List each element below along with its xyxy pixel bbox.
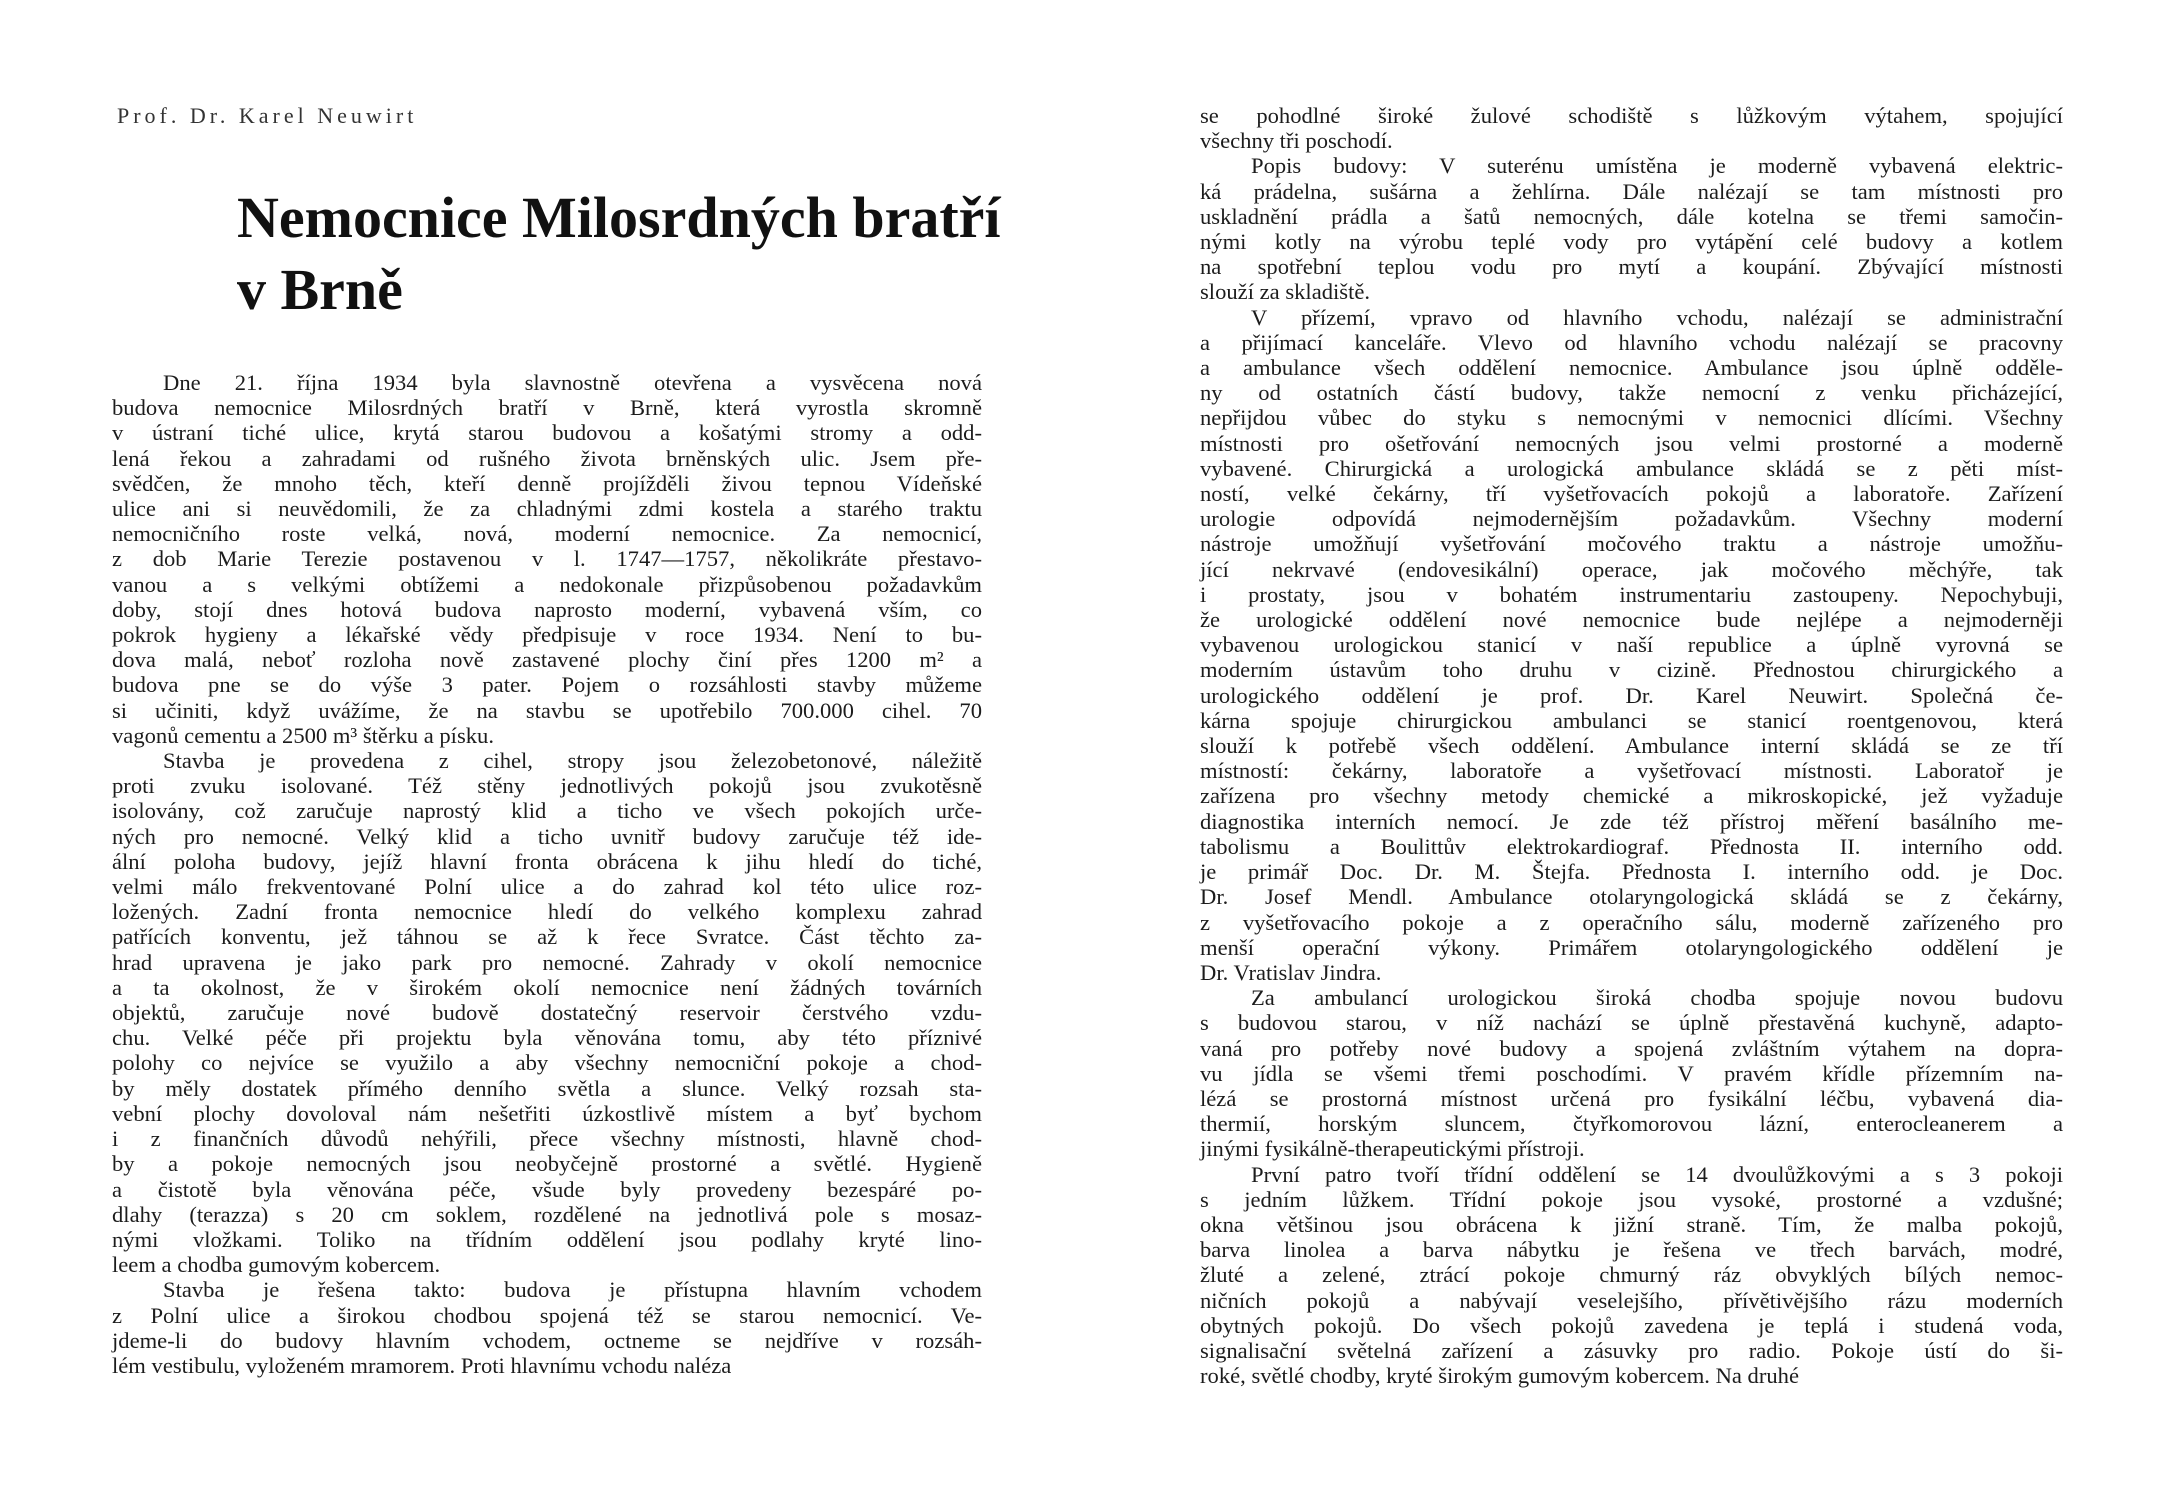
text-line: proti zvuku isolované. Též stěny jednotlivých pokojů jsou zvukotěsně: [112, 773, 982, 799]
text-line: nemocničního roste velká, nová, moderní nemocnice. Za nemocnicí,: [112, 521, 982, 547]
text-line: dlahy (terazza) s 20 cm soklem, rozdělené na jednotlivá pole s mosaz-: [112, 1201, 982, 1227]
text-line: nými vložkami. Toliko na třídním oddělení jsou podlahy kryté lino-: [112, 1226, 982, 1252]
text-line: vanou a s velkými obtížemi a nedokonale přizpůsobenou požadavkům: [112, 571, 982, 597]
text-line: Stavba je provedena z cihel, stropy jsou železobetonové, náležitě: [163, 748, 982, 774]
text-line: ložených. Zadní fronta nemocnice hledí do velkého komplexu zahrad: [112, 899, 982, 925]
text-line: patřících konventu, jež táhnou se až k řece Svratce. Část těchto za-: [112, 924, 982, 950]
text-line: ničních pokojů a nabývají veselejšího, přívětivějšího rázu moderních: [1200, 1287, 2063, 1313]
text-line: moderním ústavům toho druhu v cizině. Přednostou chirurgického a: [1200, 657, 2063, 683]
text-line: ny od ostatních částí budovy, takže nemocní z venku přicházející,: [1200, 380, 2063, 406]
text-line: hrad upravena je jako park pro nemocné. Zahrady v okolí nemocnice: [112, 949, 982, 975]
text-line: ká prádelna, sušárna a žehlírna. Dále nalézají se tam místnosti pro: [1200, 178, 2063, 204]
text-line: nými kotly na výrobu teplé vody pro vytápění celé budovy a kotlem: [1200, 229, 2063, 255]
text-line: i z finančních důvodů nehýřili, přece všechny místnosti, hlavně chod-: [112, 1126, 982, 1152]
text-line: a čistotě byla věnována péče, všude byly provedeny bezespáré po-: [112, 1176, 982, 1202]
text-line: Dr. Vratislav Jindra.: [1200, 959, 1382, 985]
text-line: a ambulance všech oddělení nemocnice. Ambulance jsou úplně odděle-: [1200, 355, 2063, 381]
text-line: že urologické oddělení nové nemocnice bude nejlépe a nejmoderněji: [1200, 607, 2063, 633]
text-line: se pohodlné široké žulové schodiště s lůžkovým výtahem, spojující: [1200, 103, 2063, 128]
text-line: polohy co nejvíce se využilo a aby všechny nemocniční pokoje a chod-: [112, 1050, 982, 1076]
text-line: Stavba je řešena takto: budova je přístupna hlavním vchodem: [163, 1277, 982, 1303]
text-line: okna většinou jsou obrácena k jižní straně. Tím, že malba pokojů,: [1200, 1211, 2063, 1237]
text-line: ální poloha budovy, jejíž hlavní fronta obrácena k jihu hledí do tiché,: [112, 848, 982, 874]
text-line: vaná pro potřeby nové budovy a spojená zvláštním výtahem na dopra-: [1200, 1035, 2063, 1061]
paragraph: [112, 370, 982, 748]
title-line: v Brně: [237, 257, 403, 322]
text-line: je primář Doc. Dr. M. Štejfa. Přednosta I. interního odd. je Doc.: [1200, 859, 2063, 885]
text-line: nepřijdou vůbec do styku s nemocnými v nemocnici dlícími. Všechny: [1200, 405, 2063, 431]
title-line: Nemocnice Milosrdných bratří: [237, 185, 1001, 250]
paragraph: [1200, 305, 2063, 985]
text-line: vagonů cementu a 2500 m³ štěrku a písku.: [112, 722, 494, 748]
text-line: urologie odpovídá nejmodernějším požadavkům. Všechny moderní: [1200, 506, 2063, 532]
text-line: signalisační světelná zařízení a zásuvky pro radio. Pokoje ústí do ši-: [1200, 1337, 2063, 1363]
text-line: lézá se prostorná místnost určená pro fysikální léčbu, vybavená dia-: [1200, 1085, 2063, 1111]
text-line: objektů, zaručuje nové budově dostatečný reservoir čerstvého vzdu-: [112, 1000, 982, 1026]
text-line: menší operační výkony. Primářem otolaryngologického oddělení je: [1200, 934, 2063, 960]
text-line: vybavenou urologickou stanicí v naší republice a úplně vyrovná se: [1200, 632, 2063, 658]
text-line: nástroje umožňují vyšetřování močového traktu a nástroje umožňu-: [1200, 531, 2063, 557]
text-line: ností, velké čekárny, tří vyšetřovacích pokojů a laboratoře. Zařízení: [1200, 481, 2063, 507]
right-body-text: [1200, 103, 2063, 1388]
text-line: pokrok hygieny a lékařské vědy předpisuje v roce 1934. Není to bu-: [112, 622, 982, 648]
text-line: by a pokoje nemocných jsou neobyčejně prostorné a světlé. Hygieně: [112, 1151, 982, 1177]
paragraph: [1200, 103, 2063, 153]
text-line: urologického oddělení je prof. Dr. Karel Neuwirt. Společná če-: [1200, 682, 2063, 708]
text-line: První patro tvoří třídní oddělení se 14 dvoulůžkovými a s 3 pokoji: [1251, 1161, 2063, 1187]
text-line: z Polní ulice a širokou chodbou spojená též se starou nemocnicí. Ve-: [112, 1302, 982, 1328]
text-line: na spotřební teplou vodu pro mytí a koupání. Zbývající místnosti: [1200, 254, 2063, 280]
text-line: doby, stojí dnes hotová budova naprosto moderní, vybavená vším, co: [112, 596, 982, 622]
text-line: místnosti pro ošetřování nemocných jsou velmi prostorné a moderně: [1200, 430, 2063, 456]
text-line: místností: čekárny, laboratoře a vyšetřovací místnosti. Laboratoř je: [1200, 758, 2063, 784]
text-line: thermií, horským sluncem, čtyřkomorovou lázní, enterocleanerem a: [1200, 1111, 2063, 1137]
text-line: Popis budovy: V suterénu umístěna je moderně vybavená elektric-: [1251, 153, 2063, 179]
text-line: lená řekou a zahradami od rušného života brněnských ulic. Jsem pře-: [112, 445, 982, 471]
text-line: ulice ani si neuvědomili, že za chladnými zdmi kostela a starého traktu: [112, 496, 982, 522]
text-line: uskladnění prádla a šatů nemocných, dále kotelna se třemi samočin-: [1200, 203, 2063, 229]
text-line: vu jídla se všemi třemi poschodími. V pravém křídle přízemním na-: [1200, 1060, 2063, 1086]
text-line: tabolismu a Boulittův elektrokardiograf. Přednosta II. interního odd.: [1200, 833, 2063, 859]
text-line: Dr. Josef Mendl. Ambulance otolaryngologická skládá se z čekárny,: [1200, 884, 2063, 910]
author-line: Prof. Dr. Karel Neuwirt: [117, 103, 418, 128]
text-line: obytných pokojů. Do všech pokojů zavedena je teplá i studená voda,: [1200, 1312, 2063, 1338]
paragraph: [1200, 1162, 2063, 1389]
text-line: dova malá, neboť rozloha nově zastavené plochy činí přes 1200 m² a: [112, 647, 982, 673]
text-line: roké, světlé chodby, kryté širokým gumovým kobercem. Na druhé: [1200, 1363, 1799, 1389]
text-line: vybavené. Chirurgická a urologická ambulance skládá se z pěti míst-: [1200, 455, 2063, 481]
text-line: budova pne se do výše 3 pater. Pojem o rozsáhlosti stavby můžeme: [112, 672, 982, 698]
text-line: kárna spojuje chirurgickou ambulanci se stanicí roentgenovou, která: [1200, 707, 2063, 733]
text-line: slouží za skladiště.: [1200, 279, 1371, 305]
text-line: diagnostika interních nemocí. Je zde též přístroj měření basálního me-: [1200, 808, 2063, 834]
text-line: Dne 21. října 1934 byla slavnostně otevřena a vysvěcena nová: [163, 370, 982, 395]
paragraph: [112, 748, 982, 1277]
text-line: všechny tři poschodí.: [1200, 128, 1393, 154]
text-line: velmi málo frekventované Polní ulice a do zahrad kol této ulice roz-: [112, 874, 982, 900]
text-line: V přízemí, vpravo od hlavního vchodu, nalézají se administrační: [1251, 304, 2063, 330]
text-line: isolovány, což zaručuje naprostý klid a ticho ve všech pokojích urče-: [112, 798, 982, 824]
paragraph: [112, 1277, 982, 1378]
text-line: a přijímací kanceláře. Vlevo od hlavního vchodu nalézají se pracovny: [1200, 329, 2063, 355]
text-line: jdeme-li do budovy hlavním vchodem, octneme se nejdříve v rozsáh-: [112, 1327, 982, 1353]
text-line: jící nekrvavé (endovesikální) operace, jak močového měchýře, tak: [1200, 556, 2063, 582]
text-line: by měly dostatek přímého denního světla a slunce. Velký rozsah sta-: [112, 1075, 982, 1101]
paragraph: [1200, 153, 2063, 304]
text-line: si učiniti, když uvážíme, že na stavbu se upotřebilo 700.000 cihel. 70: [112, 697, 982, 723]
text-line: leem a chodba gumovým kobercem.: [112, 1252, 441, 1278]
text-line: lém vestibulu, vyloženém mramorem. Proti hlavnímu vchodu naléza: [112, 1352, 732, 1378]
text-line: a ta okolnost, že v širokém okolí nemocnice není žádných továrních: [112, 974, 982, 1000]
text-line: z vyšetřovacího pokoje a z operačního sálu, moderně zařízeného pro: [1200, 909, 2063, 935]
text-line: vební plochy dovoloval nám nešetřiti úzkostlivě místem a byť bychom: [112, 1100, 982, 1126]
text-line: barva linolea a barva nábytku je řešena ve třech barvách, modré,: [1200, 1237, 2063, 1263]
right-page: [1083, 0, 2166, 1500]
text-line: s jedním lůžkem. Třídní pokoje jsou vysoké, prostorné a vzdušné;: [1200, 1186, 2063, 1212]
text-line: Za ambulancí urologickou široká chodba spojuje novou budovu: [1251, 985, 2063, 1011]
text-line: svědčen, že mnoho těch, kteří denně projížděli živou tepnou Vídeňské: [112, 470, 982, 496]
text-line: žluté a zelené, ztrácí pokoje chmurný ráz obvyklých bílých nemoc-: [1200, 1262, 2063, 1288]
text-line: slouží k potřebě všech oddělení. Ambulance interní skládá se ze tří: [1200, 733, 2063, 759]
text-line: i prostaty, jsou v bohatém instrumentariu zastoupeny. Nepochybuji,: [1200, 581, 2063, 607]
paragraph: [1200, 985, 2063, 1161]
text-line: zařízena pro všechny metody chemické a mikroskopické, jež vyžaduje: [1200, 783, 2063, 809]
text-line: chu. Velké péče při projektu byla věnována tomu, aby této příznivé: [112, 1025, 982, 1051]
text-line: jinými fysikálně-therapeutickými přístroji.: [1200, 1136, 1585, 1162]
text-line: budova nemocnice Milosrdných bratří v Brně, která vyrostla skromně: [112, 395, 982, 421]
text-line: s budovou starou, v níž nachází se úplně přestavěná kuchyně, adapto-: [1200, 1010, 2063, 1036]
text-line: v ústraní tiché ulice, krytá starou budovou a košatými stromy a odd-: [112, 420, 982, 446]
article-title: [237, 182, 1017, 326]
text-line: z dob Marie Terezie postavenou v l. 1747—1757, několikráte přestavo-: [112, 546, 982, 572]
left-body-text: [112, 370, 982, 1378]
text-line: ných pro nemocné. Velký klid a ticho uvnitř budovy zaručuje též ide-: [112, 823, 982, 849]
